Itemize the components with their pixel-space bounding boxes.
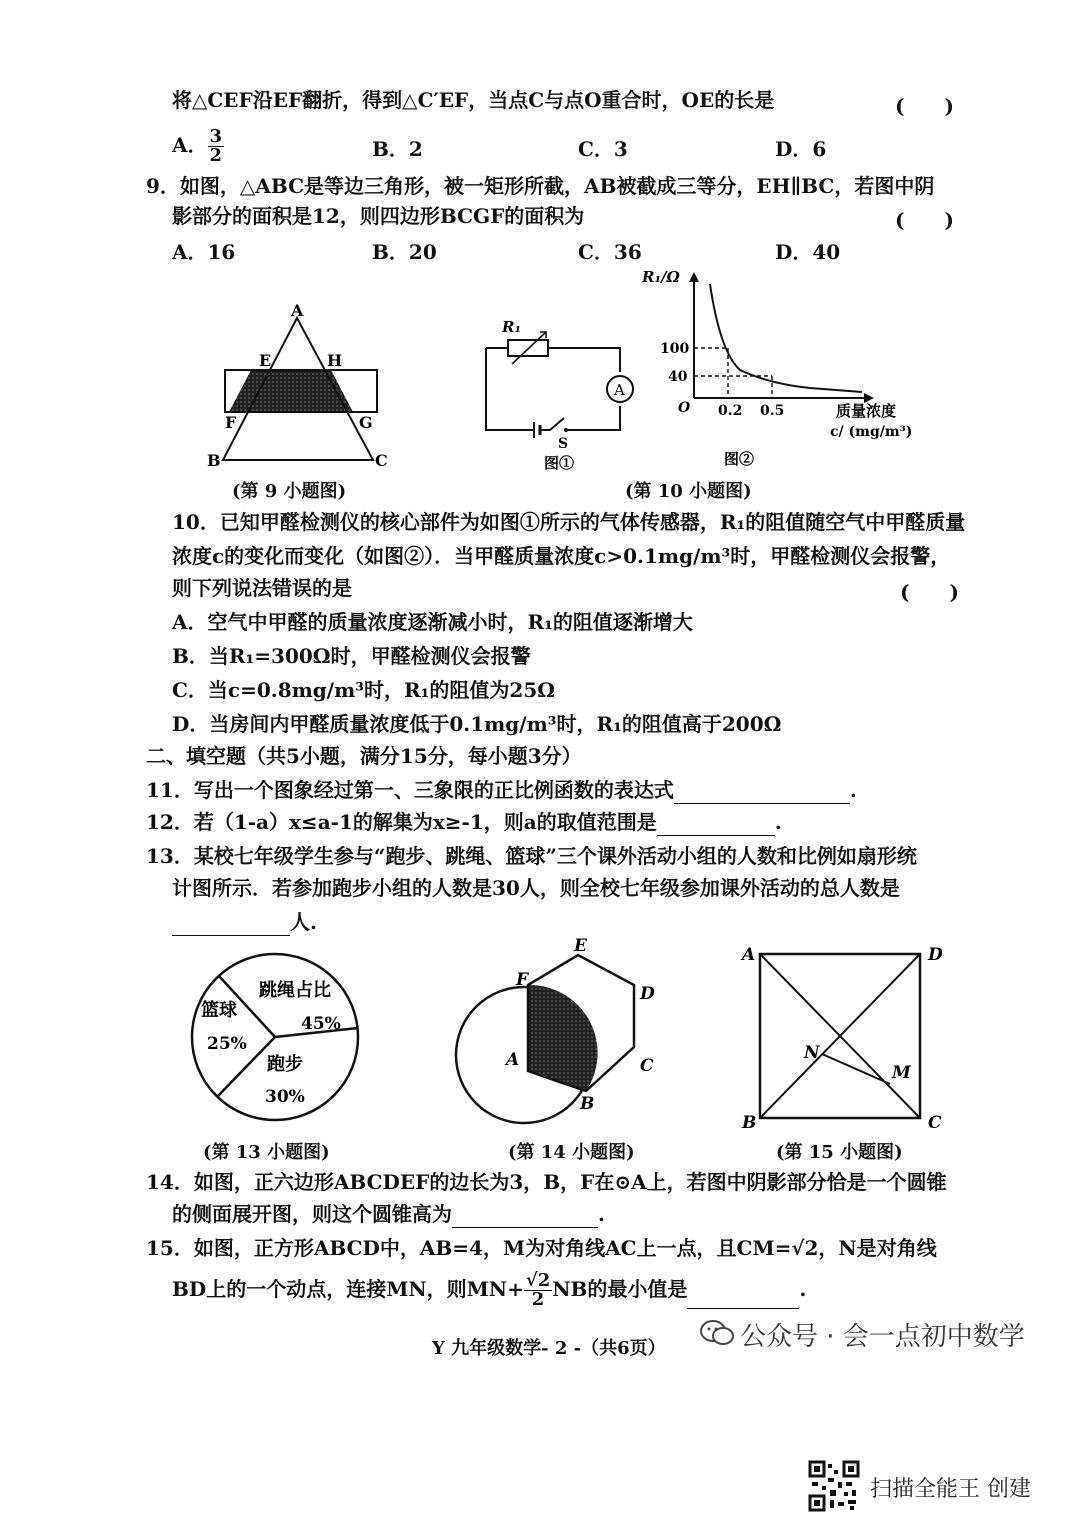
q13-caption: (第 13 小题图) <box>203 1142 330 1163</box>
q13-label-rope: 跳绳占比 <box>259 980 331 1001</box>
q15-fraction: $\frac{√2}{2}$ <box>525 1270 551 1310</box>
q9-label-h: H <box>327 351 343 370</box>
q10-tick-40: 40 <box>668 369 688 385</box>
q14-caption: (第 14 小题图) <box>508 1142 635 1163</box>
q14-label-c: C <box>640 1056 654 1076</box>
q15-caption: (第 15 小题图) <box>776 1142 903 1163</box>
q10-origin: O <box>678 400 691 416</box>
q9-label-e: E <box>259 351 272 370</box>
q15-label-b: B <box>742 1113 757 1133</box>
wechat-icon <box>700 1318 734 1348</box>
q15-label-c: C <box>928 1113 942 1133</box>
q10-x-axis-label-2: c/ (mg/m³) <box>830 424 913 440</box>
q9-option-c: C．36 <box>578 240 642 264</box>
q10-r1-label: R₁ <box>502 318 522 336</box>
q10-y-axis-label: R₁/Ω <box>642 268 680 286</box>
q10-option-c: C．当c=0.8mg/m³时，R₁的阻值为25Ω <box>172 678 556 702</box>
q10-line2: 浓度c的变化而变化（如图②）．当甲醛质量浓度c>0.1mg/m³时，甲醛检测仪会报警， <box>172 544 951 568</box>
q14-label-e: E <box>574 936 587 956</box>
q14-answer-blank[interactable] <box>452 1205 598 1228</box>
q12: 12．若（1-a）x≤a-1的解集为x≥-1，则a的取值范围是 . <box>146 810 782 834</box>
q9-line1: 9．如图，△ABC是等边三角形，被一矩形所截，AB被截成三等分，EH∥BC，若图中阴 <box>146 174 935 198</box>
q8-option-a-fraction: $\frac{3}{2}$ <box>209 126 223 166</box>
q9-line2: 影部分的面积是12，则四边形BCGF的面积为 <box>172 204 585 228</box>
q14-line1: 14．如图，正六边形ABCDEF的边长为3，B，F在⊙A上，若图中阴影部分恰是一个圆锥 <box>146 1170 947 1194</box>
q13-label-basketball: 篮球 <box>201 1000 237 1021</box>
q10-ammeter-label: A <box>614 381 625 399</box>
section-2-title: 二、填空题（共5小题，满分15分，每小题3分） <box>146 744 582 768</box>
q8-option-d: D．6 <box>775 137 827 161</box>
q10-option-a: A．空气中甲醛的质量浓度逐渐减小时，R₁的阻值逐渐增大 <box>172 610 693 634</box>
q10-switch <box>550 418 564 430</box>
q14-label-f: F <box>516 970 529 990</box>
q14-line2: 的侧面展开图，则这个圆锥高为 . <box>172 1202 605 1226</box>
q9-caption: (第 9 小题图) <box>232 481 347 502</box>
q10-graph-label: 图② <box>724 450 755 468</box>
q14-label-d: D <box>640 984 655 1004</box>
q8-text: 将△CEF沿EF翻折，得到△C′EF，当点C与点O重合时，OE的长是 <box>172 88 775 112</box>
q10-tick-100: 100 <box>660 341 690 357</box>
q15-label-m: M <box>892 1063 911 1083</box>
q15-label-a: A <box>742 945 756 965</box>
q8-option-c: C．3 <box>578 137 628 161</box>
q10-option-b: B．当R₁=300Ω时，甲醛检测仪会报警 <box>172 644 531 668</box>
q8-option-a: A． $\frac{3}{2}$ <box>172 126 223 166</box>
q9-option-a: A．16 <box>172 240 236 264</box>
watermark-text: 公众号 · 会一点初中数学 <box>740 1322 1025 1352</box>
q11: 11．写出一个图象经过第一、三象限的正比例函数的表达式 . <box>146 778 857 802</box>
q13-value-run: 30% <box>265 1087 305 1107</box>
q10-caption: (第 10 小题图) <box>625 481 752 502</box>
q10-paren: ( ) <box>900 580 959 604</box>
q10-circuit-label: 图① <box>544 454 575 470</box>
qr-code-icon <box>808 1460 860 1512</box>
figure-q10-circuit <box>470 310 640 470</box>
figure-q10-graph <box>640 262 940 472</box>
q10-tick-0-2: 0.2 <box>718 403 743 419</box>
figure-q13-pie <box>185 950 365 1130</box>
q9-paren: ( ) <box>895 208 954 232</box>
q9-label-b: B <box>207 451 221 470</box>
q13-line2: 计图所示．若参加跑步小组的人数是30人，则全校七年级参加课外活动的总人数是 <box>172 876 900 900</box>
figure-q9 <box>195 300 405 475</box>
q15-segment-mn <box>822 1054 890 1084</box>
q9-label-c: C <box>375 451 388 470</box>
q9-label-a: A <box>291 301 304 320</box>
q13-line1: 13．某校七年级学生参与“跑步、跳绳、篮球”三个课外活动小组的人数和比例如扇形统 <box>146 844 917 868</box>
q10-line3: 则下列说法错误的是 <box>172 576 352 600</box>
q10-tick-0-5: 0.5 <box>760 403 785 419</box>
q8-paren: ( ) <box>895 94 954 118</box>
q9-label-g: G <box>359 413 373 432</box>
q13-value-rope: 45% <box>301 1014 341 1034</box>
figure-q15 <box>730 938 950 1133</box>
q11-answer-blank[interactable] <box>674 781 850 804</box>
q14-label-a: A <box>506 1050 520 1070</box>
q15-label-d: D <box>928 945 943 965</box>
q8-option-b: B．2 <box>372 137 423 161</box>
q13-value-basketball: 25% <box>207 1034 247 1054</box>
q13-line3: 人. <box>172 908 317 936</box>
q9-label-f: F <box>225 413 237 432</box>
q13-answer-blank[interactable] <box>172 913 290 936</box>
q9-option-d: D．40 <box>775 240 841 264</box>
q9-option-b: B．20 <box>372 240 437 264</box>
q9-shaded-region <box>229 370 353 412</box>
q10-option-d: D．当房间内甲醛质量浓度低于0.1mg/m³时，R₁的阻值高于200Ω <box>172 712 782 736</box>
q10-switch-label: S <box>558 436 569 452</box>
q15-label-n: N <box>804 1043 820 1063</box>
scanner-credit: 扫描全能王 创建 <box>870 1477 1031 1502</box>
q13-label-run: 跑步 <box>267 1054 303 1075</box>
figure-q14 <box>450 935 670 1135</box>
q14-label-b: B <box>580 1094 595 1114</box>
q10-x-axis-label-1: 质量浓度 <box>836 402 897 420</box>
q12-answer-blank[interactable] <box>657 813 775 836</box>
q15-line2: BD上的一个动点，连接MN，则MN+ $\frac{√2}{2}$ NB的最小值是 . <box>172 1270 807 1310</box>
q15-answer-blank[interactable] <box>687 1286 799 1309</box>
page-footer: Y 九年级数学- 2 -（共6页） <box>432 1338 666 1359</box>
q15-line1: 15．如图，正方形ABCD中，AB=4，M为对角线AC上一点，且CM=√2，N是对角线 <box>146 1236 937 1260</box>
q10-line1: 10．已知甲醛检测仪的核心部件为如图①所示的气体传感器，R₁的阻值随空气中甲醛质量 <box>172 510 966 534</box>
